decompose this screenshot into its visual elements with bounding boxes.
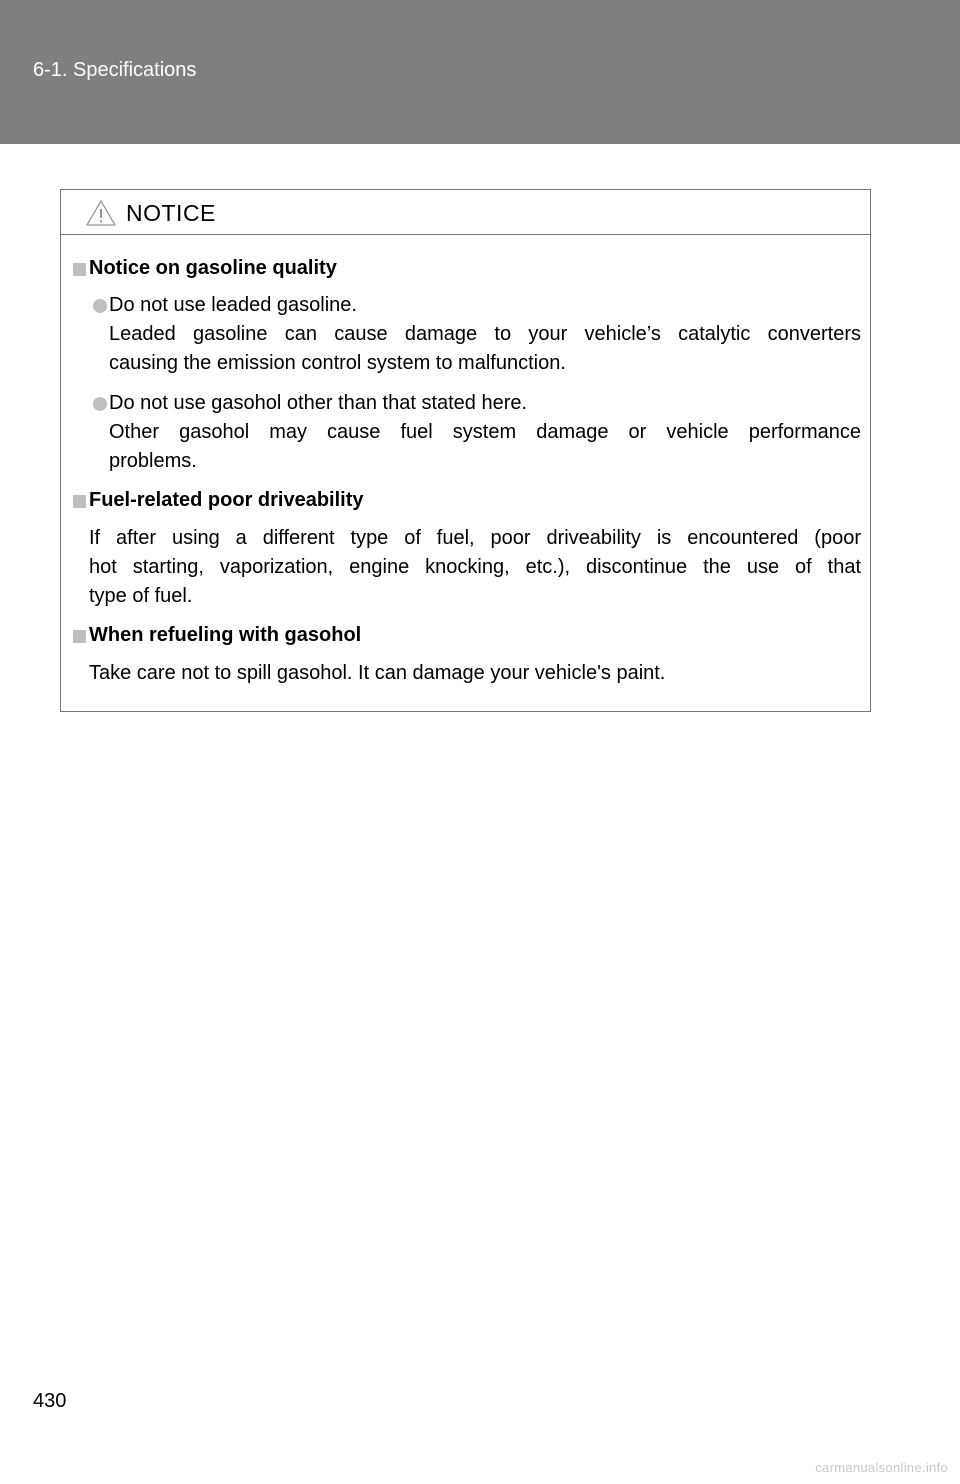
section-heading: When refueling with gasohol [89, 624, 362, 646]
paragraph-line: If after using a different type of fuel, poor driveability is encountered (poor [89, 527, 861, 549]
section-heading: Fuel-related poor driveability [89, 489, 364, 511]
notice-box [60, 189, 871, 712]
square-bullet-icon [73, 495, 86, 508]
round-bullet-icon [93, 397, 107, 411]
bullet-text-line: problems. [109, 450, 197, 472]
round-bullet-icon [93, 299, 107, 313]
paragraph-line: type of fuel. [89, 585, 193, 607]
bullet-text-line: causing the emission control system to malfunction. [109, 352, 566, 374]
square-bullet-icon [73, 630, 86, 643]
notice-label: NOTICE [126, 200, 216, 226]
bullet-text-line: Other gasohol may cause fuel system damage or vehicle performance [109, 421, 861, 443]
square-bullet-icon [73, 263, 86, 276]
bullet-title: Do not use gasohol other than that stated here. [109, 392, 528, 414]
bullet-text-line: Leaded gasoline can cause damage to your vehicle’s catalytic converters [109, 323, 861, 345]
paragraph-line: hot starting, vaporization, engine knocking, etc.), discontinue the use of that [89, 556, 861, 578]
bullet-title: Do not use leaded gasoline. [109, 294, 357, 316]
watermark: carmanualsonline.info [815, 1460, 948, 1475]
paragraph-line: Take care not to spill gasohol. It can damage your vehicle's paint. [89, 662, 666, 684]
section-heading: Notice on gasoline quality [89, 257, 337, 279]
warning-triangle-icon [85, 199, 117, 227]
page-number: 430 [33, 1390, 67, 1412]
section-title: 6-1. Specifications [33, 59, 197, 81]
notice-content [61, 234, 870, 711]
notice-header [61, 190, 870, 235]
page-header [0, 0, 960, 144]
